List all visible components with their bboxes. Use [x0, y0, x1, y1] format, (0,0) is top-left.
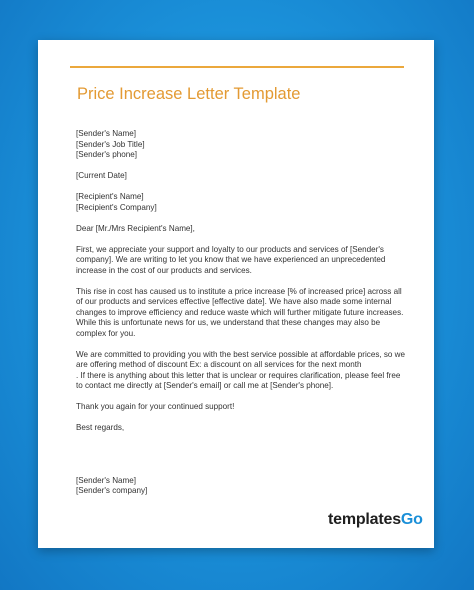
sender-phone: [Sender's phone] — [76, 150, 137, 159]
paragraph-line: complex for you. — [76, 328, 136, 338]
closing-text: Best regards, — [76, 423, 125, 432]
thanks-text: Thank you again for your continued support! — [76, 402, 235, 411]
page-title: Price Increase Letter Template — [77, 85, 301, 103]
paragraph-line: to contact me directly at [Sender's email] or call me at [Sender's phone]. — [76, 381, 334, 390]
paragraph-line: While this is unfortunate news for us, we understand that these changes may also be — [76, 318, 381, 327]
accent-rule — [70, 66, 404, 68]
signature-block — [76, 476, 408, 497]
recipient-name: [Recipient's Name] — [76, 192, 144, 201]
recipient-block — [76, 192, 408, 213]
paragraph-line: are offering method of discount Ex: a discount on all services for the next month — [76, 360, 362, 369]
sender-block — [76, 129, 408, 161]
recipient-company: [Recipient's Company] — [76, 202, 157, 212]
paragraph-line: changes to improve efficiency and reduce waste which will further mitigate future increases. — [76, 307, 404, 317]
paragraph-line: increase in the cost of our products and services. — [76, 265, 252, 275]
closing — [76, 423, 408, 434]
salutation-text: Dear [Mr./Mrs Recipient's Name], — [76, 223, 195, 233]
paragraph-line: . If there is anything about this letter that is unclear or requires clarification, please feel free — [76, 370, 401, 380]
sender-name: [Sender's Name] — [76, 129, 137, 138]
paragraph-line: company]. We are writing to let you know that we have experienced an unprecedented — [76, 255, 386, 264]
paragraph-line: of our products and services effective [effective date]. We have also made some internal — [76, 297, 392, 306]
signature-name: [Sender's Name] — [76, 475, 137, 485]
salutation — [76, 224, 408, 235]
sender-job-title: [Sender's Job Title] — [76, 139, 145, 149]
thanks-line — [76, 402, 408, 413]
paragraph-price-increase — [76, 287, 408, 340]
paragraph-line: This rise in cost has caused us to institute a price increase [% of increased price] across all — [76, 286, 402, 296]
logo-wordmark-templates: templates — [328, 511, 401, 528]
letter-body — [76, 129, 408, 497]
current-date-text: [Current Date] — [76, 171, 127, 180]
paragraph-appreciation — [76, 245, 408, 277]
logo-wordmark-go: Go — [400, 511, 423, 528]
templatesgo-logo — [328, 511, 423, 529]
paragraph-commitment — [76, 350, 408, 392]
paragraph-line: We are committed to providing you with the best service possible at affordable prices, so we — [76, 349, 406, 359]
current-date — [76, 171, 408, 182]
letter-page — [38, 40, 434, 548]
paragraph-line: First, we appreciate your support and loyalty to our products and services of [Sender's — [76, 244, 384, 254]
signature-company: [Sender's company] — [76, 486, 148, 495]
